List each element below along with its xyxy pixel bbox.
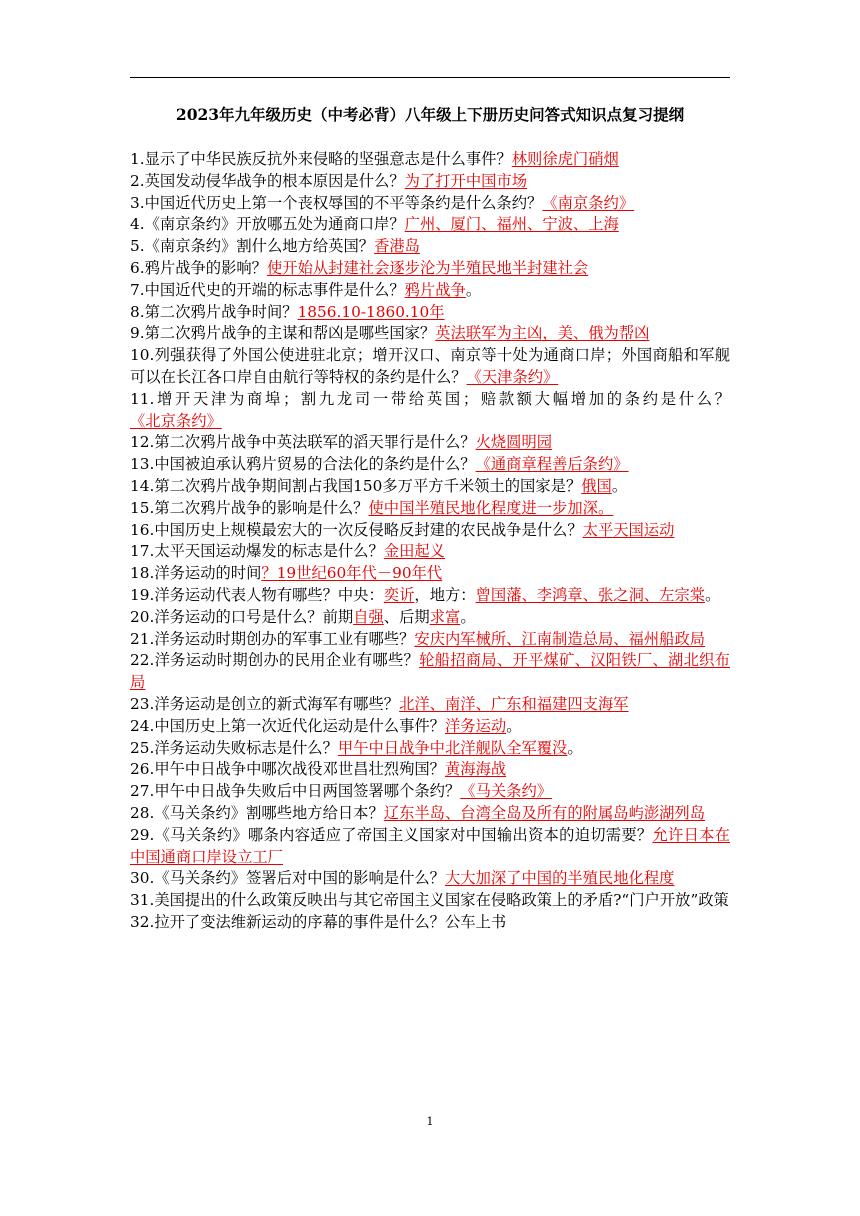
qa-item [130,825,730,869]
answer-text: 香港岛 [374,237,420,256]
question-text: 30.《马关条约》签署后对中国的影响是什么？ [130,869,445,888]
qa-item [130,912,730,934]
header-rule [130,77,730,78]
answer-text: 《北京条约》 [130,411,222,430]
answer-text: 太平天国运动 [582,520,675,539]
answer-text: 《通商章程善后条约》 [475,455,629,474]
answer-text: 英法联军为主凶，美、俄为帮凶 [435,324,650,343]
answer-mid: ，地方： [414,585,476,604]
qa-item [130,716,730,738]
question-text: 18.洋务运动的时间 [130,564,262,583]
question-text: 8.第二次鸦片战争时间？ [130,302,298,321]
qa-item [130,541,730,563]
answer-text: ？19世纪60年代－90年代 [261,564,443,583]
answer-text: 自强 [353,607,384,626]
qa-item [130,302,730,324]
answer-tail: 。 [506,716,522,735]
qa-list [130,149,730,934]
question-text: 10.列强获得了外国公使进驻北京；增开汉口、南京等十处为通商口岸；外国商船和军舰可以在长江各口岸自由航行等特权的条约是什么？ [130,346,730,386]
qa-item [130,432,730,454]
qa-item [130,258,730,280]
answer-text-2: 曾国藩、李鸿章、张之洞、左宗棠 [475,585,706,604]
question-text: 26.甲午中日战争中哪次战役邓世昌壮烈殉国？ [130,760,445,779]
qa-item [130,563,730,585]
answer-text: 洋务运动 [444,716,507,735]
question-text: 24.中国历史上第一次近代化运动是什么事件？ [130,716,445,735]
qa-item [130,323,730,345]
question-text: 22.洋务运动时期创办的民用企业有哪些？ [130,651,420,670]
question-text: 19.洋务运动代表人物有哪些？中央： [130,585,384,604]
answer-text: 使中国半殖民地化程度进一步加深。 [368,498,614,517]
answer-text: 黄海海战 [444,760,507,779]
qa-item [130,520,730,542]
question-text: 32.拉开了变法维新运动的序幕的事件是什么？公车上书 [130,912,507,931]
qa-item [130,389,730,433]
answer-tail: 。 [567,738,583,757]
answer-text: 《南京条约》 [542,193,635,212]
answer-text: 大大加深了中国的半殖民地化程度 [444,869,675,888]
question-text: 1.显示了中华民族反抗外来侵略的坚强意志是什么事件？ [130,150,512,168]
question-text: 28.《马关条约》割哪些地方给日本？ [130,803,384,822]
question-text: 11.增开天津为商埠；割九龙司一带给英国；赔款额大幅增加的条约是什么？ [130,389,730,408]
qa-item [130,476,730,498]
answer-tail: 。 [465,280,482,299]
question-text: 21.洋务运动时期创办的军事工业有哪些？ [130,629,415,648]
question-text: 4.《南京条约》开放哪五处为通商口岸？ [130,215,405,234]
document-title: 2023年九年级历史（中考必背）八年级上下册历史问答式知识点复习提纲 [175,105,685,124]
answer-tail: 。 [460,607,476,626]
qa-item [130,781,730,803]
qa-item [130,345,730,389]
question-text: 31.美国提出的什么政策反映出与其它帝国主义国家在侵略政策上的矛盾?“门户开放”政策 [130,891,729,910]
answer-text: 俄国 [581,476,612,495]
qa-item [130,498,730,520]
answer-text: 金田起义 [383,542,445,561]
answer-text: 广州、厦门、福州、宁波、上海 [404,215,619,234]
qa-item [130,868,730,890]
answer-text: 辽东半岛、台湾全岛及所有的附属岛屿澎湖列岛 [383,803,706,822]
qa-item [130,890,730,912]
question-text: 3.中国近代历史上第一个丧权辱国的不平等条约是什么条约？ [130,193,543,212]
qa-item [130,650,730,694]
question-text: 15.第二次鸦片战争的影响是什么？ [130,498,369,517]
answer-text: 鸦片战争 [404,280,466,299]
qa-item [130,759,730,781]
question-text: 17.太平天国运动爆发的标志是什么？ [130,542,384,561]
question-text: 6.鸦片战争的影响？ [130,258,267,277]
answer-text: 轮船招商局、开平煤矿、汉阳铁厂、湖北织布局 [130,651,730,692]
answer-text: 《马关条约》 [460,782,553,801]
answer-tail: 。 [611,476,628,495]
qa-item [130,454,730,476]
answer-text: 奕䜣 [383,585,415,604]
question-text: 7.中国近代史的开端的标志事件是什么？ [130,280,405,299]
question-text: 9.第二次鸦片战争的主谋和帮凶是哪些国家？ [130,324,436,343]
question-text: 13.中国被迫承认鸦片贸易的合法化的条约是什么？ [130,455,476,474]
qa-item [130,738,730,760]
answer-mid: 、后期 [383,607,430,626]
page-number: 1 [426,1115,434,1128]
question-text: 2.英国发动侵华战争的根本原因是什么？ [130,171,405,190]
question-text: 5.《南京条约》割什么地方给英国？ [130,237,375,256]
answer-tail: 。 [705,585,721,604]
qa-item [130,236,730,258]
qa-item [130,629,730,651]
question-text: 27.甲午中日战争失败后中日两国签署哪个条约？ [130,782,461,801]
answer-text: 安庆内军械所、江南制造总局、福州船政局 [414,629,706,648]
question-text: 12.第二次鸦片战争中英法联军的滔天罪行是什么？ [130,433,476,452]
answer-text: 林则徐虎门硝烟 [511,150,619,168]
question-text: 20.洋务运动的口号是什么？前期 [130,607,354,626]
answer-text: 为了打开中国市场 [404,171,528,190]
question-text: 14.第二次鸦片战争期间割占我国150多万平方千米领土的国家是？ [130,476,582,495]
answer-text: 火烧圆明园 [475,433,553,452]
qa-item [130,607,730,629]
answer-text: 《天津条约》 [466,367,559,386]
answer-text: 甲午中日战争中北洋舰队全军覆没 [337,738,568,757]
answer-text: 1856.10-1860.10年 [297,302,445,321]
qa-item [130,193,730,215]
qa-item [130,149,730,171]
question-text: 25.洋务运动失败标志是什么？ [130,738,338,757]
answer-text: 使开始从封建社会逐步沦为半殖民地半封建社会 [266,258,589,277]
qa-item [130,214,730,236]
qa-item [130,280,730,302]
question-text: 23.洋务运动是创立的新式海军有哪些？ [130,694,400,713]
question-text: 16.中国历史上规模最宏大的一次反侵略反封建的农民战争是什么？ [130,520,583,539]
qa-item [130,585,730,607]
qa-item [130,171,730,193]
answer-text: 允许日本在中国通商口岸设立工厂 [130,825,730,866]
answer-text: 北洋、南洋、广东和福建四支海军 [399,694,629,713]
qa-item [130,803,730,825]
qa-item [130,694,730,716]
answer-text-2: 求富 [429,607,461,626]
question-text: 29.《马关条约》哪条内容适应了帝国主义国家对中国输出资本的迫切需要？ [130,825,653,844]
